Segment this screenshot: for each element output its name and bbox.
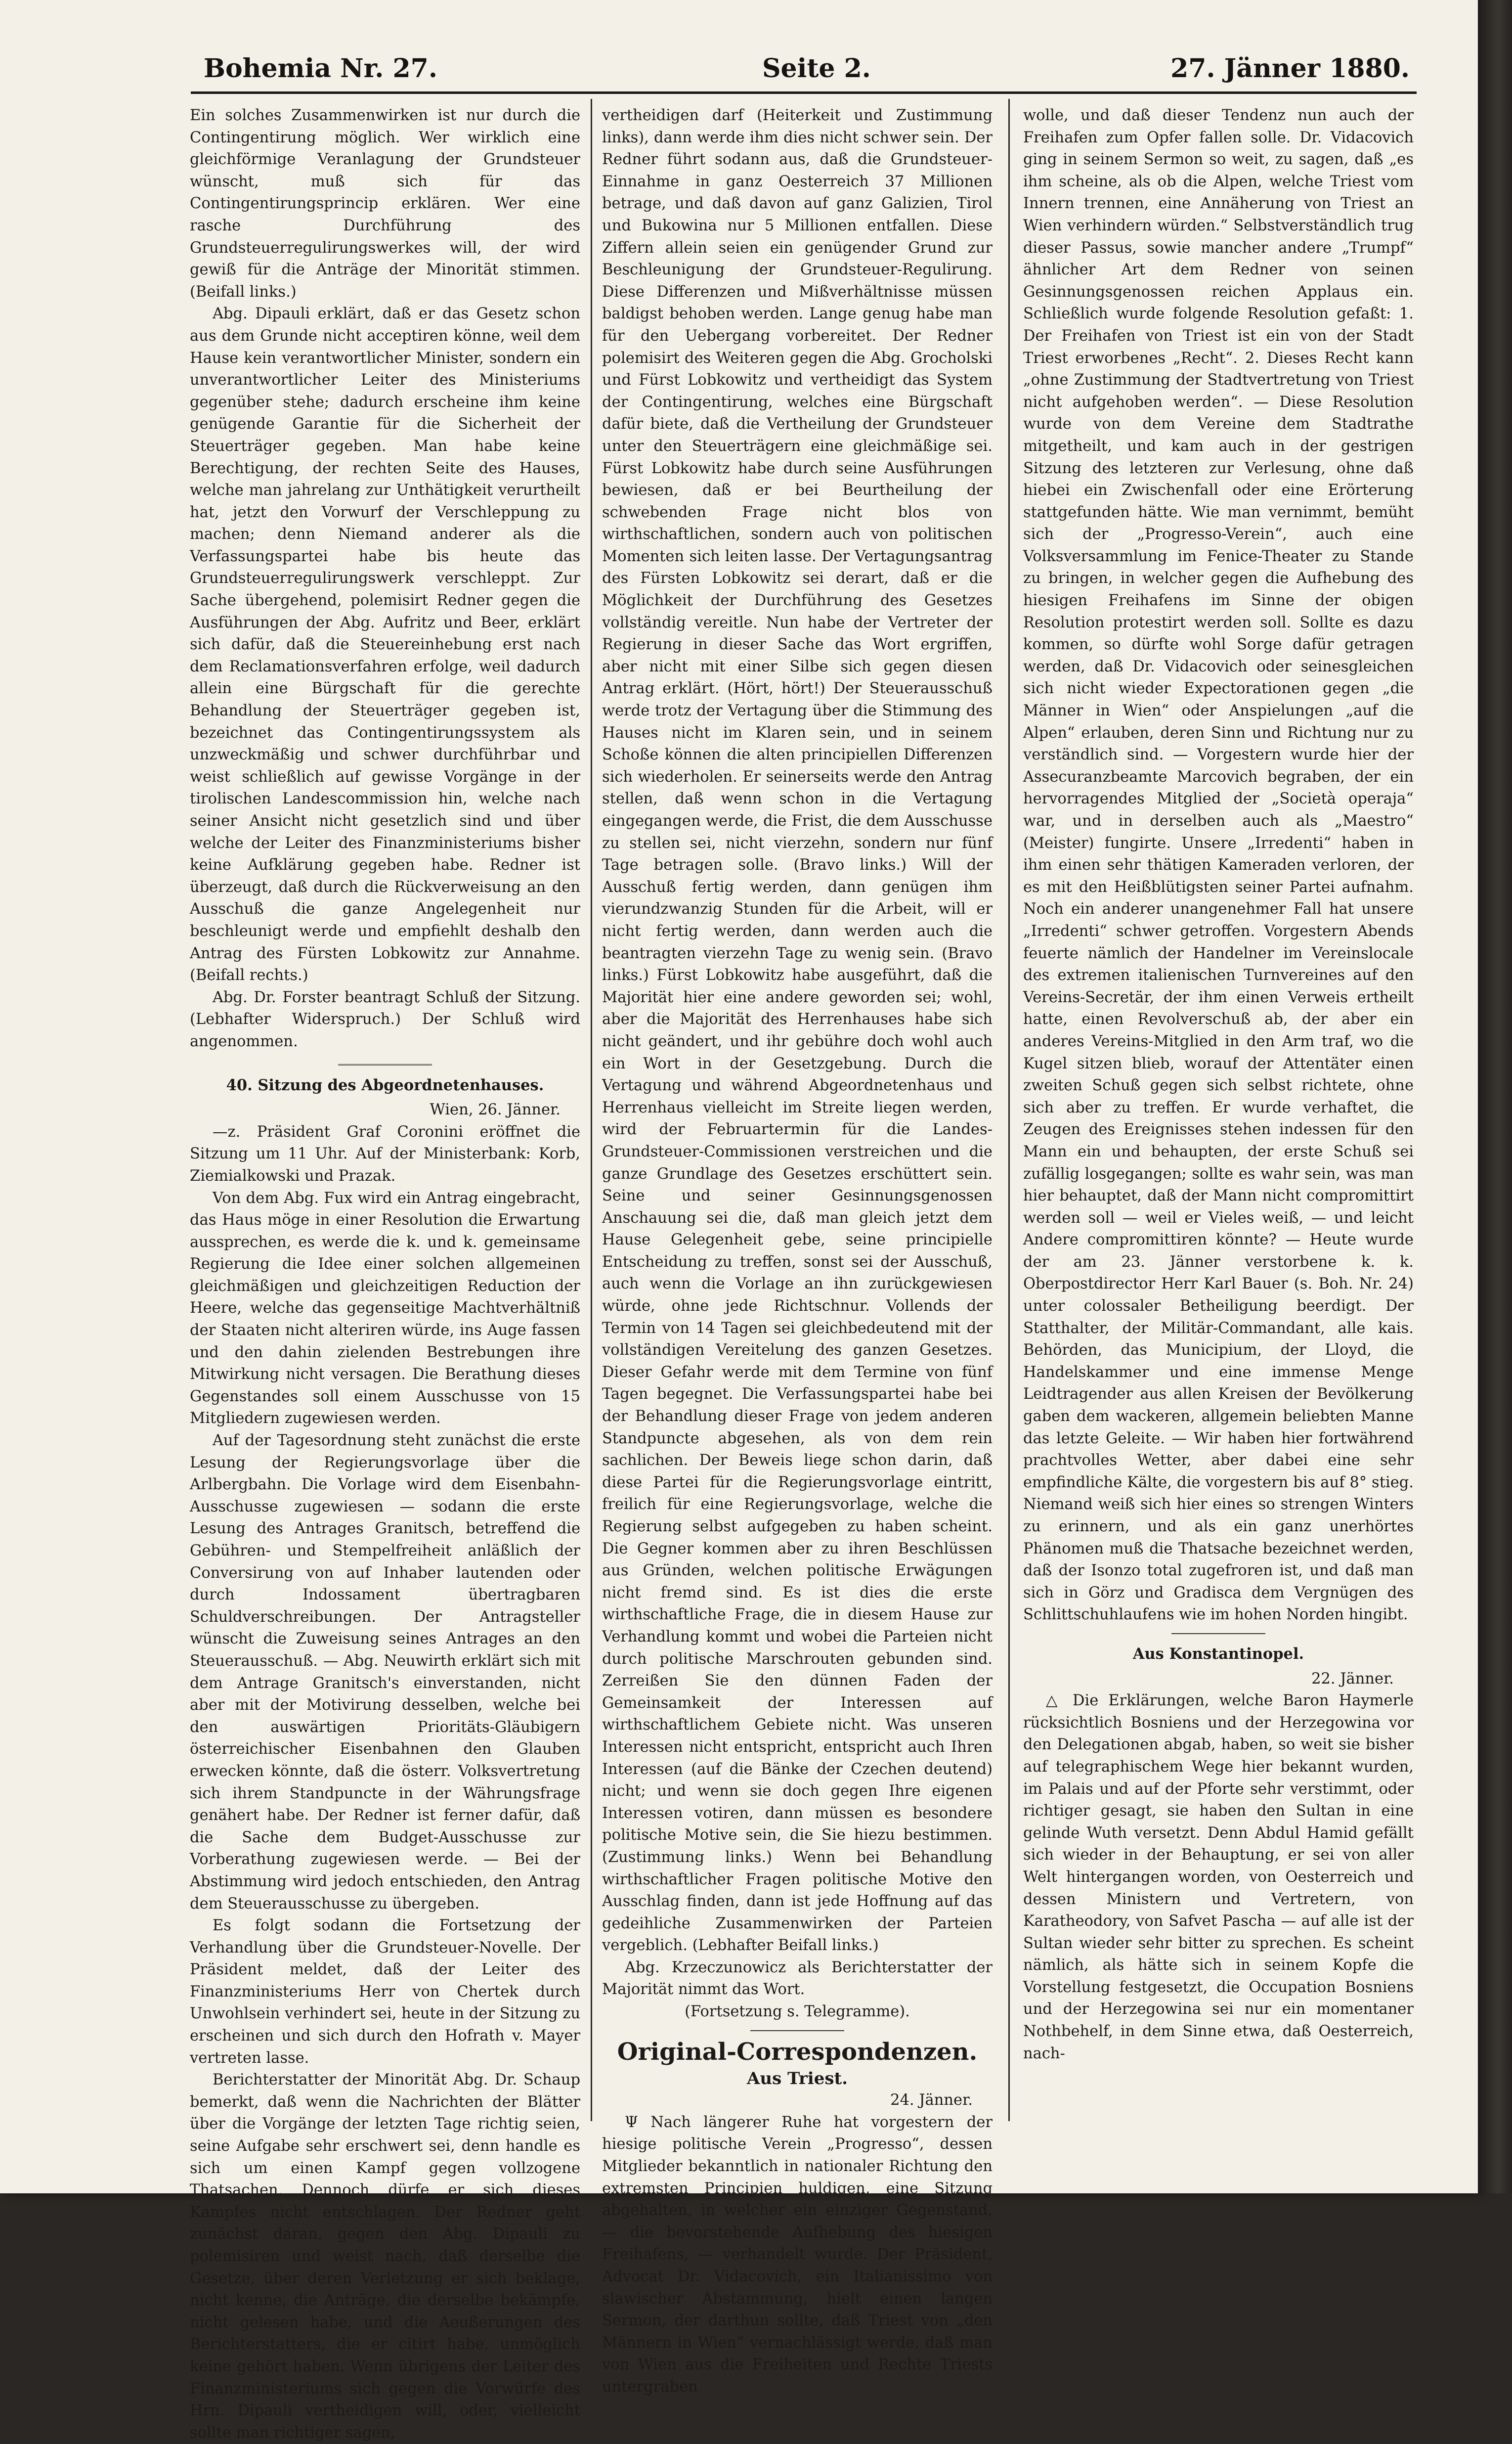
- header-rule: [191, 91, 1417, 94]
- dateline: Wien, 26. Jänner.: [430, 1101, 561, 1119]
- paragraph: wolle, und daß dieser Tendenz nun auch der Freihafen zum Opfer fallen solle. Dr. Vidacovich ging in seinem Sermon so weit, zu sagen, daß „es ihm scheine, als ob die Alpen, welche Triest vom Innern trennen, eine Annäherung von Triest an Wien verhindern würden.“ Selbstverständlich trug dieser Passus, sowie mancher andere „Trumpf“ ähnlicher Art dem Redner von seinen Gesinnungsgenossen reichen Applaus ein. Schließlich wurde folgende Resolution gefaßt: 1. Der Freihafen von Triest ist ein von der Stadt Triest erworbenes „Recht“. 2. Dieses Recht kann „ohne Zustimmung der Stadtvertretung von Triest nicht aufgehoben werden“. — Diese Resolution wurde von dem Vereine dem Stadtrathe mitgetheilt, und kam auch in der gestrigen Sitzung des letzteren zur Verlesung, ohne daß hiebei ein Zwischenfall oder eine Erörterung stattgefunden hätte. Wie man vernimmt, bemüht sich der „Progresso-Verein“, auch eine Volksversammlung im Fenice-Theater zu Stande zu bringen, in welcher gegen die Aufhebung des hiesigen Freihafens im Sinne der obigen Resolution protestirt werden soll. Sollte es dazu kommen, so dürfte wohl Sorge dafür getragen werden, daß Dr. Vidacovich oder seinesgleichen sich nicht wieder Expectorationen gegen „die Männer in Wien“ oder Anspielungen „auf die Alpen“ erlauben, deren Sinn und Richtung nur zu verständlich sind. — Vorgestern wurde hier der Assecuranzbeamte Marcovich begraben, der ein hervorragendes Mitglied der „Società operaja“ war, und in derselben auch als „Maestro“ (Meister) fungirte. Unsere „Irredenti“ haben in ihm einen sehr thätigen Kameraden verloren, der es mit den Heißblütigsten seiner Partei aufnahm. Noch ein anderer unangenehmer Fall hat unsere „Irredenti“ schwer getroffen. Vorgestern Abends feuerte nämlich der Handelner im Vereinslocale des extremen italienischen Turnvereines auf den Vereins-Secretär, der ihm einen Verweis ertheilt hatte, einen Revolverschuß ab, der aber ein anderes Vereins-Mitglied in den Arm traf, wo die Kugel sitzen blieb, worauf der Attentäter einen zweiten Schuß gegen sich selbst richtete, ohne sich aber zu treffen. Er wurde verhaftet, die Zeugen des Ereignisses stehen indessen für den Mann ein und behaupten, der erste Schuß sei zufällig losgegangen; sollte es wahr sein, was man hier behauptet, daß der Mann nicht compromittirt werden soll — weil er Vieles weiß, — und leicht Andere compromittiren könnte? — Heute wurde der am 23. Jänner verstorbene k. k. Oberpostdirector Herr Karl Bauer (s. Boh. Nr. 24) unter colossaler Betheiligung beerdigt. Der Statthalter, der Militär-Commandant, alle kais. Behörden, das Municipium, der Lloyd, die Handelskammer und eine immense Menge Leidtragender aus allen Kreisen der Bevölkerung gaben dem wackeren, allgemein beliebten Manne das letzte Geleite. — Wir haben hier fortwährend prachtvolles Wetter, aber dabei eine sehr empfindliche Kälte, die vorgestern bis auf 8° stieg. Niemand weiß sich hier eines so strengen Winters zu erinnern, und als ein ganz unerhörtes Phänomen muß die Thatsache bezeichnet werden, daß der Isonzo total zugefroren ist, und daß man sich in Görz und Gradisca dem Vergnügen des Schlittschuhlaufens wie im hohen Norden hingibt.: [1023, 107, 1414, 1624]
- paragraph: △ Die Erklärungen, welche Baron Haymerle rücksichtlich Bosniens und der Herzegowina vor den Delegationen abgab, haben, so weit sie bisher auf telegraphischem Wege hier bekannt wurden, im Palais und auf der Pforte sehr verstimmt, oder richtiger gesagt, sie haben den Sultan in eine gelinde Wuth versetzt. Denn Abdul Hamid gefällt sich wieder in der Behauptung, er sei von aller Welt hintergangen worden, von Oesterreich und dessen Ministern und Vertretern, von Karatheodory, von Safvet Pascha — auf alle ist der Sultan wieder sehr bitter zu sprechen. Es scheint nämlich, als hätte sich in seinem Kopfe die Vorstellung festgesetzt, die Occupation Bosniens und der Herzegowina sei nur ein momentaner Nothbehelf, in dem Sinne etwa, daß Oesterreich, nach-: [1023, 1692, 1414, 2062]
- subheading: Aus Triest.: [746, 2068, 848, 2089]
- section-divider: [1171, 1633, 1265, 1634]
- column-1: [190, 105, 580, 2442]
- paragraph: vertheidigen darf (Heiterkeit und Zustimmung links), dann werde ihm dies nicht schwer sein. Der Redner führt sodann aus, daß die Grundsteuer-Einnahme in ganz Oesterreich 37 Millionen betrage, und daß davon auf ganz Galizien, Tirol und Bukowina nur 5 Millionen entfallen. Diese Ziffern allein seien ein genügender Grund zur Beschleunigung der Grundsteuer-Regulirung. Diese Differenzen und Mißverhältnisse müssen baldigst behoben werden. Lange genug habe man für den Uebergang vorbereitet. Der Redner polemisirt des Weiteren gegen die Abg. Grocholski und Fürst Lobkowitz und vertheidigt das System der Contingentirung, welches eine Bürgschaft dafür biete, daß die Vertheilung der Grundsteuer unter den Steuerträgern eine gleichmäßige sei. Fürst Lobkowitz habe durch seine Ausführungen bewiesen, daß er bei Beurtheilung der schwebenden Frage nicht blos von wirthschaftlichen, sondern auch von politischen Momenten sich leiten lasse. Der Vertagungsantrag des Fürsten Lobkowitz sei derart, daß er die Möglichkeit der Durchführung des Gesetzes vollständig vereitle. Nun habe der Vertreter der Regierung in dieser Sache das Wort ergriffen, aber nicht mit einer Silbe sich gegen diesen Antrag erklärt. (Hört, hört!) Der Steuerausschuß werde trotz der Vertagung über die Stimmung des Hauses nicht im Klaren sein, und in seinem Schoße können die alten principiellen Differenzen sich wiederholen. Er seinerseits werde den Antrag stellen, daß wenn schon in die Vertagung eingegangen werde, die Frist, die dem Ausschusse zu stellen sei, nicht vierzehn, sondern nur fünf Tage betragen solle. (Bravo links.) Will der Ausschuß fertig werden, dann genügen ihm vierundzwanzig Stunden für die Arbeit, will er nicht fertig werden, dann werden auch die beantragten vierzehn Tage zu wenig sein. (Bravo links.) Fürst Lobkowitz habe ausgeführt, daß die Majorität hier eine andere geworden sei; wohl, aber die Majorität des Herrenhauses habe sich nicht geändert, und ihr gebühre doch wohl auch ein Wort in der Gesetzgebung. Durch die Vertagung und während Abgeordnetenhaus und Herrenhaus vielleicht im Streite liegen werden, wird der Februartermin für die Landes-Grundsteuer-Commissionen verstreichen und die ganze Grundlage des Gesetzes erschüttert sein. Seine und seiner Gesinnungsgenossen Anschauung sei die, daß man gleich jetzt dem Hause Gelegenheit gebe, seine principielle Entscheidung zu treffen, sonst sei der Ausschuß, auch wenn die Vorlage an ihn zurückgewiesen würde, ohne jede Richtschnur. Vollends der Termin von 14 Tagen sei gleichbedeutend mit der vollständigen Vereitelung des ganzen Gesetzes. Dieser Gefahr werde mit dem Termine von fünf Tagen begegnet. Die Verfassungspartei habe bei der Behandlung dieser Frage von jedem anderen Standpuncte abgesehen, als von dem rein sachlichen. Der Beweis liege schon darin, daß diese Partei für die Regierungsvorlage eintritt, freilich für eine Regierungsvorlage, welche die Regierung selbst aufgegeben zu haben scheint. Die Gegner kommen aber zu ihren Beschlüssen aus Gründen, welchen politische Erwägungen nicht fremd sind. Es ist dies die erste wirthschaftliche Frage, die in diesem Hause zur Verhandlung kommt und wobei die Parteien nicht durch politische Marschrouten gebunden sind. Zerreißen Sie den dünnen Faden der Gemeinsamkeit der Interessen auf wirthschaftlichem Gebiete nicht. Was unseren Interessen nicht entspricht, entspricht auch Ihren Interessen (auf die Bänke der Czechen deutend) nicht; und wenn sie doch gegen Ihre eigenen Interessen votiren, dann müssen es besondere politische Motive sein, die Sie hiezu bestimmen. (Zustimmung links.) Wenn bei Behandlung wirthschaftlicher Fragen politische Motive den Ausschlag finden, dann ist jede Hoffnung auf das gedeihliche Zusammenwirken der Parteien vergeblich. (Lebhafter Beifall links.): [602, 107, 993, 1955]
- section-heading: Original-Correspondenzen.: [617, 2038, 978, 2066]
- paragraph: Von dem Abg. Fux wird ein Antrag eingebracht, das Haus möge in einer Resolution die Erwartung aussprechen, es werde die k. und k. gemeinsame Regierung die Idee einer solchen allgemeinen gleichmäßigen und gleichzeitigen Reduction der Heere, welche das gegenseitige Machtverhältniß der Staaten nicht alteriren würde, ins Auge fassen und den dahin zielenden Bestrebungen ihre Mitwirkung nicht versagen. Die Berathung dieses Gegenstandes soll einem Ausschusse von 15 Mitgliedern zugewiesen werden.: [190, 1189, 580, 1427]
- column-rule: [591, 99, 592, 2121]
- paragraph: Auf der Tagesordnung steht zunächst die erste Lesung der Regierungsvorlage über die Arlbergbahn. Die Vorlage wird dem Eisenbahn-Ausschusse zugewiesen — sodann die erste Lesung des Antrages Granitsch, betreffend die Gebühren- und Stempelfreiheit anläßlich der Conversirung von auf Inhaber lautenden oder durch Indossament übertragbaren Schuldverschreibungen. Der Antragsteller wünscht die Zuweisung seines Antrages an den Steuerausschuß. — Abg. Neuwirth erklärt sich mit dem Antrage Granitsch's einverstanden, nicht aber mit der Motivirung desselben, welche bei den auswärtigen Prioritäts-Gläubigern österreichischer Eisenbahnen den Glauben erwecken könnte, daß die österr. Volksvertretung sich ihrem Standpuncte in der Währungsfrage genähert habe. Der Redner ist ferner dafür, daß die Sache dem Budget-Ausschusse zur Vorberathung zugewiesen werde. — Bei der Abstimmung wird jedoch entschieden, den Antrag dem Steuerausschusse zu übergeben.: [190, 1432, 580, 1912]
- issue-date: 27. Jänner 1880.: [1170, 53, 1410, 84]
- paragraph: Abg. Dipauli erklärt, daß er das Gesetz schon aus dem Grunde nicht acceptiren könne, weil dem Hause kein verantwortlicher Minister, sondern ein unverantwortlicher Leiter des Ministeriums gegenüber stehe; dadurch erscheine ihm keine genügende Garantie für die Sicherheit der Steuerträger gegeben. Man habe keine Berechtigung, der rechten Seite des Hauses, welche man jahrelang zur Unthätigkeit verurtheilt hat, jetzt den Vorwurf der Verschleppung zu machen; denn Niemand anderer als die Verfassungspartei habe bis heute das Grundsteuerregulirungswerk verschleppt. Zur Sache übergehend, polemisirt Redner gegen die Ausführungen der Abg. Aufritz und Beer, erklärt sich dafür, daß die Steuereinhebung erst nach dem Reclamationsverfahren erfolge, weil dadurch allein eine Bürgschaft für die gerechte Behandlung der Steuerträger gegeben ist, bezeichnet das Contingentirungssystem als unzweckmäßig und schwer durchführbar und weist schließlich auf gewisse Vorgänge in der tirolischen Landescommission hin, welche nach seiner Ansicht nicht gesetzlich sind und über welche der Leiter des Finanzministeriums bisher keine Aufklärung gegeben habe. Redner ist überzeugt, daß durch die Rückverweisung an den Ausschuß die ganze Angelegenheit nur beschleunigt werde und empfiehlt deshalb den Antrag des Fürsten Lobkowitz zur Annahme. (Beifall rechts.): [190, 305, 580, 984]
- dateline: 24. Jänner.: [890, 2091, 973, 2109]
- page-header: [204, 48, 1410, 93]
- paragraph: Abg. Krzeczunowicz als Berichterstatter der Majorität nimmt das Wort.: [602, 1958, 993, 1999]
- column-3: [1023, 105, 1414, 2117]
- page-number: Seite 2.: [762, 53, 871, 84]
- section-divider: [338, 1059, 432, 1066]
- column-rule: [1008, 99, 1010, 2121]
- paragraph: Ψ Nach längerer Ruhe hat vorgestern der hiesige politische Verein „Progresso“, dessen Mitglieder bekanntlich in nationaler Richtung den extremsten Principien huldigen, eine Sitzung abgehalten, in welcher ein einziger Gegenstand, — die bevorstehende Aufhebung des hiesigen Freihafens, — verhandelt wurde. Der Präsident, Advocat Dr. Vidacovich, ein Italianissimo von slawischer Abstammung, hielt einen langen Sermon, der darthun sollte, daß Triest von „den Männern in Wien“ vernachlässigt werde, daß man von Wien aus die Freiheiten und Rechte Triests untergraben: [602, 2113, 993, 2396]
- paragraph: Ein solches Zusammenwirken ist nur durch die Contingentirung möglich. Wer wirklich eine gleichförmige Veranlagung der Grundsteuer wünscht, muß sich für das Contingentirungsprincip erklären. Wer eine rasche Durchführung des Grundsteuerregulirungswerkes will, der wird gewiß für die Anträge der Minorität stimmen. (Beifall links.): [190, 107, 580, 301]
- scan-edge: [1478, 0, 1512, 2193]
- paragraph: Berichterstatter der Minorität Abg. Dr. Schaup bemerkt, daß wenn die Nachrichten der Blätter über die Vorgänge der letzten Tage richtig seien, seine Aufgabe sehr erschwert sei, denn handle es sich um einen Kampf gegen vollzogene Thatsachen. Dennoch dürfe er sich dieses Kampfes nicht entschlagen. Der Redner geht zunächst daran, gegen den Abg. Dipauli zu polemisiren und weist nach, daß derselbe die Gesetze, über deren Verletzung er sich beklage, nicht kenne, die Anträge, die derselbe bekämpfe, nicht gelesen habe, und die Aeußerungen des Berichterstatters, die er citirt habe, unmöglich keine gehört haben. Wenn übrigens der Leiter des Finanzministeriums sich gegen die Vorwürfe des Hrn. Dipauli vertheidigen will, oder, vielleicht sollte man richtiger sagen,: [190, 2071, 580, 2442]
- paragraph: Abg. Dr. Forster beantragt Schluß der Sitzung. (Lebhafter Widerspruch.) Der Schluß wird angenommen.: [190, 988, 580, 1050]
- paragraph: Es folgt sodann die Fortsetzung der Verhandlung über die Grundsteuer-Novelle. Der Präsident meldet, daß der Leiter des Finanzministeriums Herr von Chertek durch Unwohlsein verhindert sei, heute in der Sitzung zu erscheinen und sich durch den Hofrath v. Mayer vertreten lasse.: [190, 1917, 580, 2067]
- newspaper-title: Bohemia Nr. 27.: [204, 53, 437, 84]
- section-heading: Aus Konstantinopel.: [1132, 1644, 1304, 1663]
- paragraph: —z. Präsident Graf Coronini eröffnet die Sitzung um 11 Uhr. Auf der Ministerbank: Korb, Ziemialkowski und Prazak.: [190, 1123, 580, 1185]
- column-2: [602, 105, 993, 2396]
- continuation-note: (Fortsetzung s. Telegramme).: [685, 2003, 910, 2021]
- section-heading: 40. Sitzung des Abgeordnetenhauses.: [226, 1076, 544, 1094]
- dateline: 22. Jänner.: [1311, 1670, 1394, 1688]
- section-divider: [750, 2030, 844, 2031]
